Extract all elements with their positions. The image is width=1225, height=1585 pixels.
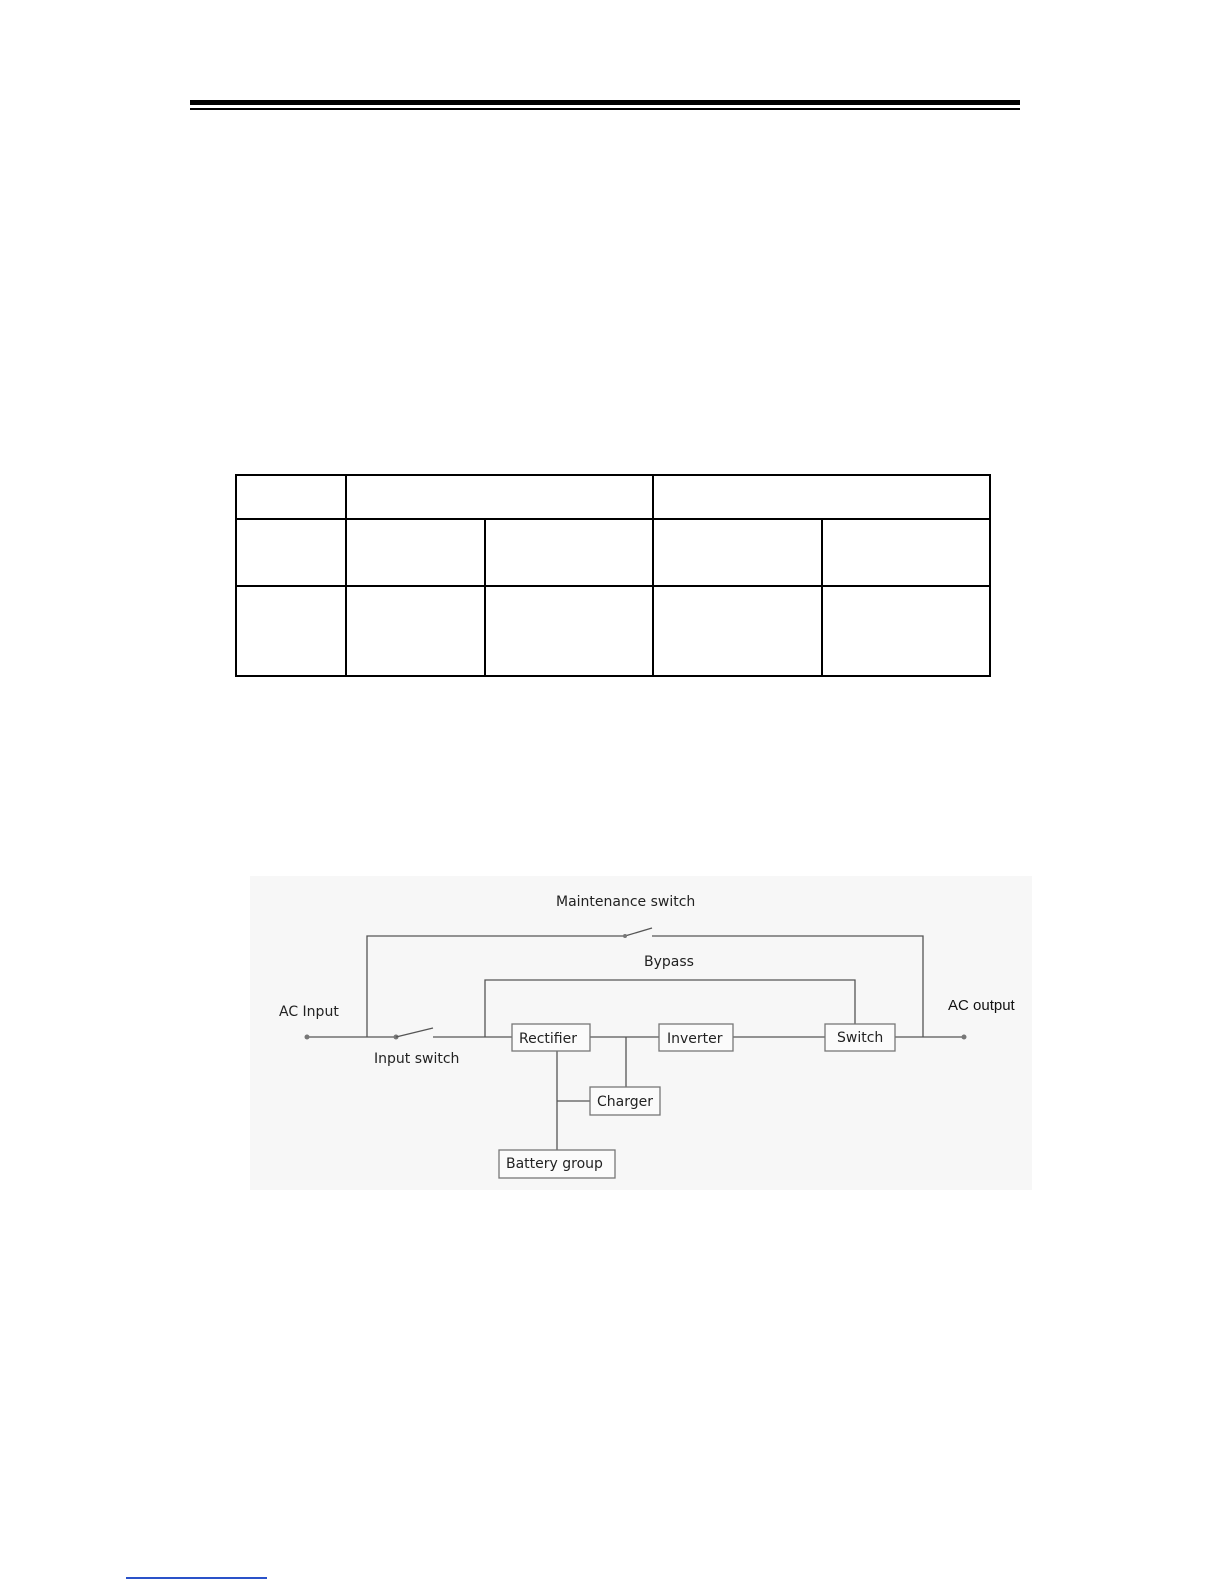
input-switch-blade bbox=[396, 1028, 433, 1037]
table-border-right bbox=[989, 474, 991, 677]
table-col-divider bbox=[484, 518, 486, 677]
footnote-separator bbox=[126, 1577, 267, 1579]
maintenance-path-left bbox=[367, 936, 625, 1037]
table-row-divider bbox=[235, 518, 991, 520]
table-col-divider bbox=[345, 474, 347, 677]
table-row-divider bbox=[235, 585, 991, 587]
rectifier-label: Rectifier bbox=[519, 1031, 577, 1047]
ac-input-terminal bbox=[305, 1035, 310, 1040]
table-border-top bbox=[235, 474, 991, 476]
maintenance-path-right bbox=[652, 936, 923, 1037]
ac-output-terminal bbox=[962, 1035, 967, 1040]
switch-label: Switch bbox=[837, 1030, 884, 1046]
maintenance-switch-contact bbox=[623, 934, 627, 938]
maintenance-switch-label: Maintenance switch bbox=[556, 894, 696, 910]
table-col-divider bbox=[821, 518, 823, 677]
battery-group-label: Battery group bbox=[506, 1156, 603, 1172]
table-border-left bbox=[235, 474, 237, 677]
header-rule-thin bbox=[190, 108, 1020, 110]
ac-input-label: AC Input bbox=[279, 1004, 339, 1020]
empty-table bbox=[235, 474, 991, 677]
charger-label: Charger bbox=[597, 1094, 653, 1110]
input-switch-label: Input switch bbox=[374, 1051, 460, 1067]
ac-output-label: AC output bbox=[948, 997, 1015, 1014]
header-rule-thick bbox=[190, 100, 1020, 105]
maintenance-switch-blade bbox=[625, 928, 652, 936]
table-border-bottom bbox=[235, 675, 991, 677]
ups-block-diagram bbox=[250, 876, 1032, 1190]
inverter-label: Inverter bbox=[667, 1031, 723, 1047]
bypass-label: Bypass bbox=[644, 954, 694, 970]
table-col-divider bbox=[652, 474, 654, 677]
